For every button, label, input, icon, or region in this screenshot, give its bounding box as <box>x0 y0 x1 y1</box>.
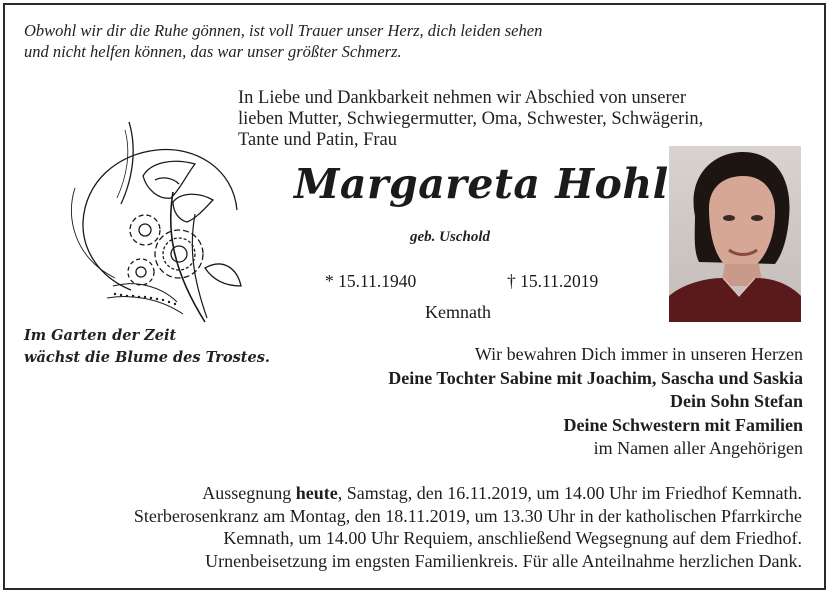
deceased-name: Margareta Hohl <box>294 160 669 208</box>
mourners-line-2: Deine Tochter Sabine mit Joachim, Sascha und Saskia <box>388 367 803 388</box>
mourners-block <box>388 343 803 461</box>
flower-ornament-icon <box>55 118 245 330</box>
service-line-4: Urnenbeisetzung im engsten Familienkreis. Für alle Anteilnahme herzlichen Dank. <box>205 550 802 571</box>
mourners-line-3: Dein Sohn Stefan <box>669 391 803 411</box>
quote-line-1: Obwohl wir dir die Ruhe gönnen, ist voll Trauer unser Herz, dich leiden sehen <box>24 21 543 40</box>
intro-line-2: lieben Mutter, Schwiegermutter, Oma, Schwester, Schwägerin, <box>238 109 704 129</box>
service-line-1 <box>20 482 802 505</box>
intro-line-1: In Liebe und Dankbarkeit nehmen wir Abschied von unserer <box>238 88 686 108</box>
motto-line-1: Im Garten der Zeit <box>24 327 177 344</box>
maiden-name: geb. Uschold <box>410 229 490 245</box>
service-line-3: Kemnath, um 14.00 Uhr Requiem, anschließend Wegsegnung auf dem Friedhof. <box>223 528 802 548</box>
mourners-line-5: im Namen aller Angehörigen <box>593 438 803 458</box>
mourners-line-1: Wir bewahren Dich immer in unseren Herzen <box>474 344 803 364</box>
motto <box>24 325 270 369</box>
service-info <box>20 482 802 572</box>
residence: Kemnath <box>425 302 491 322</box>
mourners-line-4: Deine Schwestern mit Familien <box>563 414 803 435</box>
service-line-1-pre: Aussegnung <box>202 483 296 503</box>
quote-line-2: und nicht helfen können, das war unser größter Schmerz. <box>24 42 402 61</box>
intro-text <box>238 88 703 151</box>
service-today: heute <box>295 483 338 503</box>
portrait-photo-icon <box>669 146 801 322</box>
death-date: † 15.11.2019 <box>507 271 599 291</box>
mourning-quote <box>24 20 542 62</box>
birth-date: * 15.11.1940 <box>325 271 417 291</box>
service-line-2: Sterberosenkranz am Montag, den 18.11.2019, um 13.30 Uhr in der katholischen Pfarrkirche <box>133 505 802 526</box>
service-line-1-post: , Samstag, den 16.11.2019, um 14.00 Uhr im Friedhof Kemnath. <box>337 483 802 503</box>
motto-line-2: wächst die Blume des Trostes. <box>24 349 270 366</box>
intro-line-3: Tante und Patin, Frau <box>238 130 398 150</box>
